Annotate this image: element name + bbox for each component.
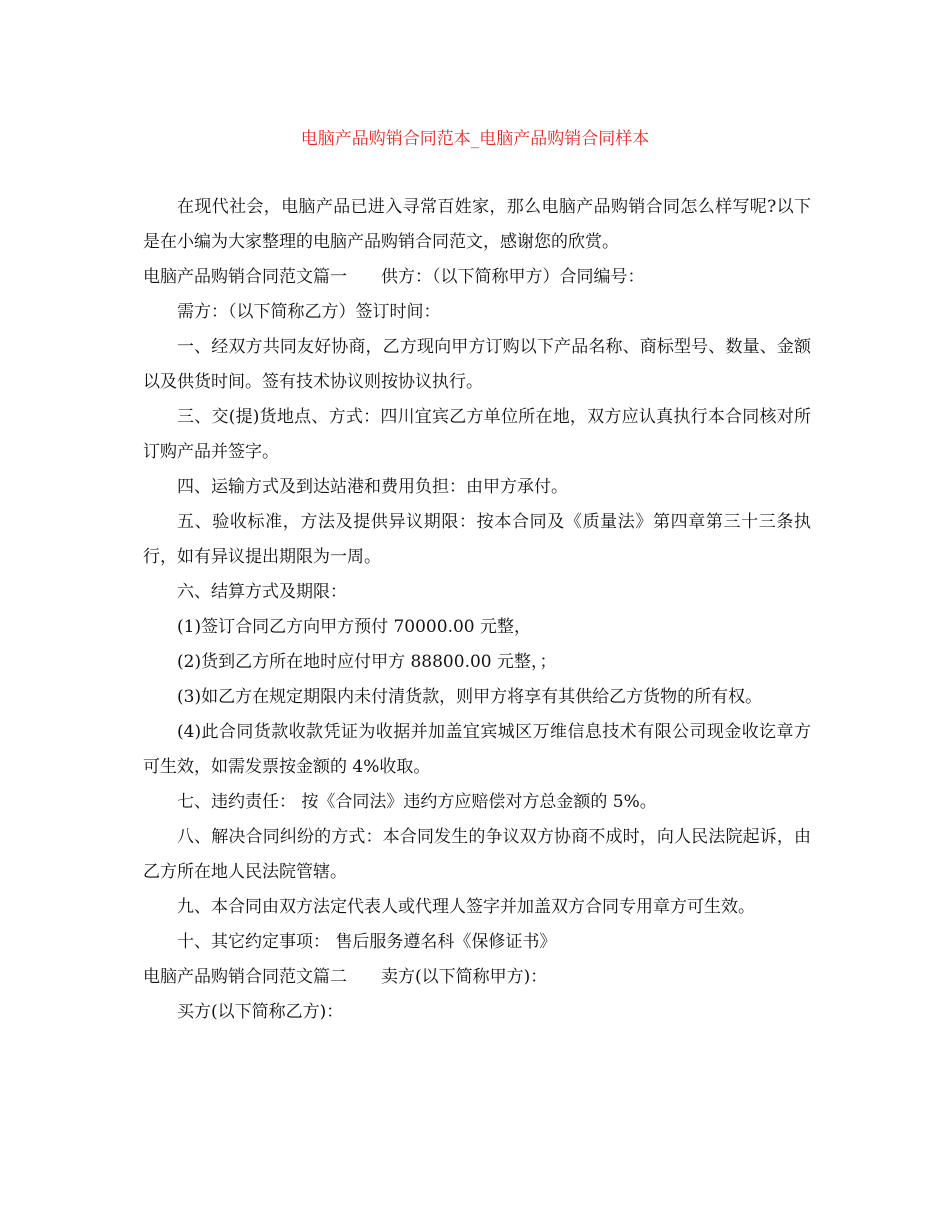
part2-heading-line <box>143 960 811 995</box>
clause-6-item-3: (3)如乙方在规定期限内未付清货款，则甲方将享有其供给乙方货物的所有权。 <box>177 687 763 707</box>
intro-paragraph: 在现代社会，电脑产品已进入寻常百姓家，那么电脑产品购销合同怎么样写呢?以下是在小编为大家整理的电脑产品购销合同范文，感谢您的欣赏。 <box>143 197 811 252</box>
clause-10: 十、其它约定事项： 售后服务遵名科《保修证书》 <box>177 932 557 952</box>
clause-4: 四、运输方式及到达站港和费用负担：由甲方承付。 <box>177 477 568 497</box>
document-title: 电脑产品购销合同范本_电脑产品购销合同样本 <box>300 129 650 149</box>
clause-1: 一、经双方共同友好协商，乙方现向甲方订购以下产品名称、商标型号、数量、金额以及供货时间。签有技术协议则按协议执行。 <box>143 337 811 392</box>
part1-heading: 电脑产品购销合同范文篇一 <box>143 267 347 287</box>
part2-buyer-line: 买方(以下简称乙方)： <box>177 1002 344 1022</box>
part1-supplier: 供方：（以下简称甲方）合同编号： <box>381 267 645 287</box>
clause-9: 九、本合同由双方法定代表人或代理人签字并加盖双方合同专用章方可生效。 <box>177 897 755 917</box>
part2-seller: 卖方(以下简称甲方)： <box>381 967 548 987</box>
clause-8: 八、解决合同纠纷的方式：本合同发生的争议双方协商不成时，向人民法院起诉，由乙方所在地人民法院管辖。 <box>143 827 811 882</box>
part2-heading: 电脑产品购销合同范文篇二 <box>143 967 347 987</box>
clause-5: 五、验收标准，方法及提供异议期限：按本合同及《质量法》第四章第三十三条执行，如有异议提出期限为一周。 <box>143 512 811 567</box>
buyer-line: 需方：（以下简称乙方）签订时间： <box>177 302 441 322</box>
clause-6-item-4: (4)此合同货款收款凭证为收据并加盖宜宾城区万维信息技术有限公司现金收讫章方可生效，如需发票按金额的 4%收取。 <box>143 722 811 777</box>
clause-3: 三、交(提)货地点、方式：四川宜宾乙方单位所在地，双方应认真执行本合同核对所订购产品并签字。 <box>143 407 811 462</box>
clause-6: 六、结算方式及期限： <box>177 582 347 602</box>
document-body <box>143 190 811 1030</box>
part1-heading-line <box>143 260 811 295</box>
clause-6-item-1: (1)签订合同乙方向甲方预付 70000.00 元整， <box>177 617 532 637</box>
clause-6-item-2: (2)货到乙方所在地时应付甲方 88800.00 元整，； <box>177 652 557 672</box>
clause-7: 七、违约责任： 按《合同法》违约方应赔偿对方总金额的 5%。 <box>177 792 657 812</box>
